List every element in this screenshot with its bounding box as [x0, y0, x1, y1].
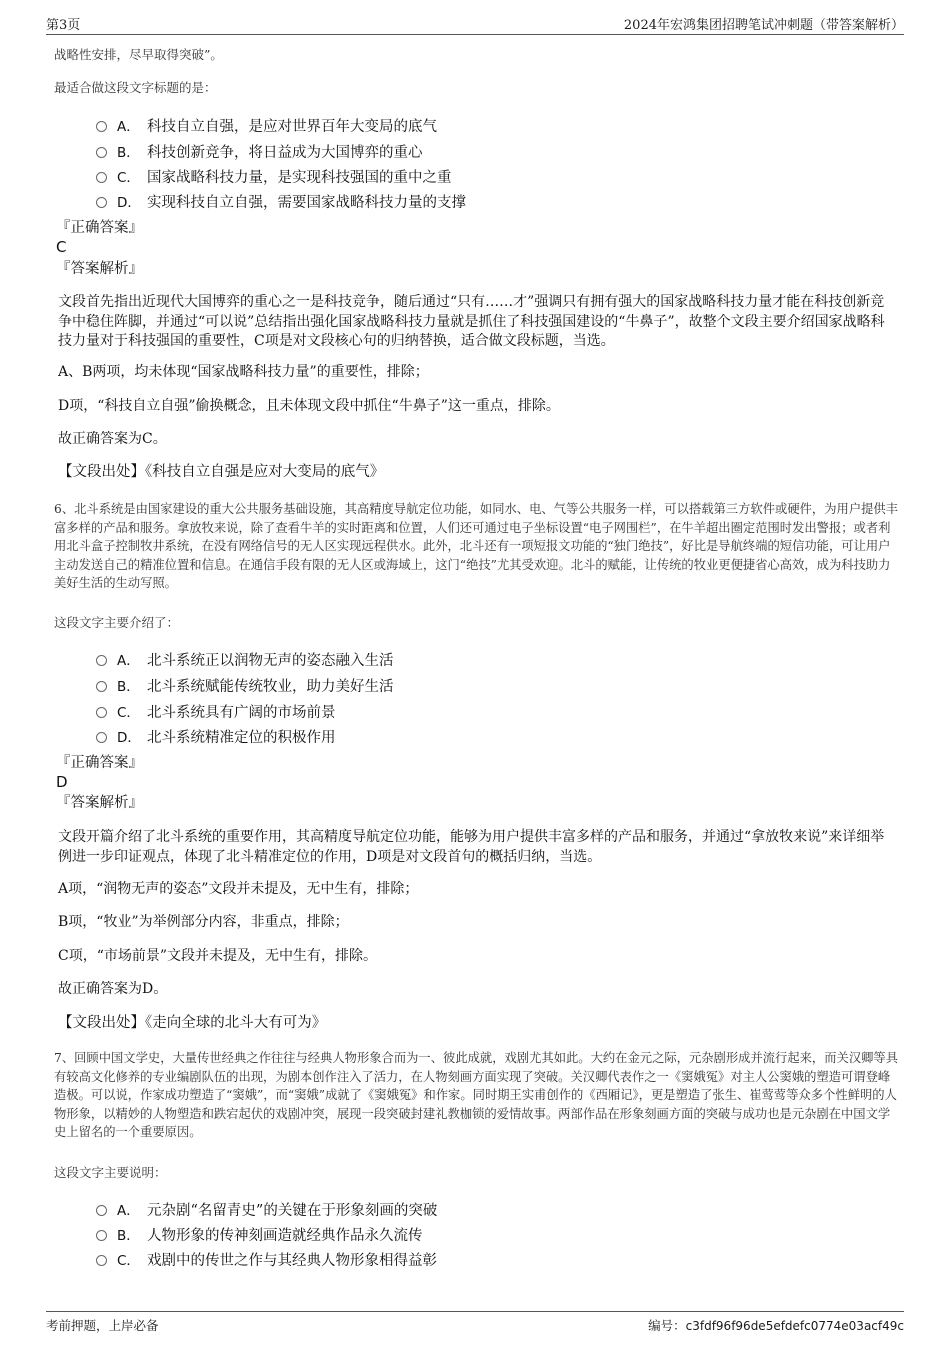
q5-analysis-label: 『答案解析』 [56, 261, 143, 277]
code-value: c3fdf96f96de5efdefc0774e03acf49c [685, 1319, 904, 1333]
radio-icon[interactable] [96, 121, 107, 132]
q6-analysis-b: B项，“牧业”为举例部分内容，非重点，排除； [58, 914, 349, 930]
q6-analysis-answer: 故正确答案为D。 [58, 981, 168, 997]
q6-prompt: 这段文字主要介绍了： [54, 615, 180, 630]
radio-icon[interactable] [96, 655, 107, 666]
radio-icon[interactable] [96, 681, 107, 692]
q5-option-d[interactable]: D． 实现科技自立自强，需要国家战略科技力量的支撑 [96, 191, 466, 212]
q6-stem: 6、北斗系统是由国家建设的重大公共服务基础设施，其高精度导航定位功能，如同水、电、气等公共服务一样，可以搭载第三方软件或硬件，为用户提供丰富多样的产品和服务。拿放牧来说，除了查看牛羊的实时距离和位置，人们还可通过电子坐标设置“电子网围栏”，在牛羊超出圈定范围时发出警报；或者利用北斗盒子控制牧井系统，在没有网络信号的无人区实现远程供水。此外，北斗还有一项短报文功能的“独门绝技”，好比是导航终端的短信功能，可让用户主动发送自己的精准位置和信息。在通信手段有限的无人区或海域上，这门“绝技”尤其受欢迎。北斗的赋能，让传统的牧业更便捷省心高效，成为科技助力美好生活的生动写照。 [54, 502, 899, 590]
q5-analysis-main: 文段首先指出近现代大国博弈的重心之一是科技竞争，随后通过“只有……才”强调只有拥有强大的国家战略科技力量才能在科技创新竞争中稳住阵脚，并通过“可以说”总结指出强化国家战略科技力量就是抓住了科技强国建设的“牛鼻子”，故整个文段主要介绍国家战略科技力量对于科技强国的重要性，C项是对文段核心句的归纳替换，适合做文段标题，当选。 [58, 294, 885, 349]
q5-analysis-ab: A、B两项，均未体现“国家战略科技力量”的重要性，排除； [58, 364, 429, 380]
q5-prompt: 最适合做这段文字标题的是： [54, 80, 217, 95]
q6-option-b[interactable]: B． 北斗系统赋能传统牧业，助力美好生活 [96, 675, 394, 696]
document-title: 2024年宏鸿集团招聘笔试冲刺题（带答案解析） [623, 18, 904, 33]
q5-analysis-d: D项，“科技自立自强”偷换概念，且未体现文段中抓住“牛鼻子”这一重点，排除。 [58, 398, 560, 414]
q6-analysis-c: C项，“市场前景”文段并未提及，无中生有，排除。 [58, 948, 378, 964]
q5-answer-label: 『正确答案』 [56, 220, 143, 236]
page-header [46, 14, 904, 35]
radio-icon[interactable] [96, 732, 107, 743]
page-footer [46, 1311, 904, 1337]
q6-answer: D [56, 773, 68, 791]
q6-answer-label: 『正确答案』 [56, 755, 143, 771]
q6-analysis-label: 『答案解析』 [56, 795, 143, 811]
page-number: 第3页 [46, 18, 81, 33]
q5-analysis-answer: 故正确答案为C。 [58, 431, 167, 447]
q6-analysis-main: 文段开篇介绍了北斗系统的重要作用，其高精度导航定位功能，能够为用户提供丰富多样的产品和服务，并通过“拿放牧来说”来详细举例进一步印证观点，体现了北斗精准定位的作用，D项是对文段首句的概括归纳，当选。 [58, 829, 885, 865]
code-label: 编号： [648, 1318, 686, 1333]
q7-option-c[interactable]: C． 戏剧中的传世之作与其经典人物形象相得益彰 [96, 1249, 437, 1270]
q7-option-b[interactable]: B． 人物形象的传神刻画造就经典作品永久流传 [96, 1224, 423, 1245]
radio-icon[interactable] [96, 172, 107, 183]
q5-option-c[interactable]: C． 国家战略科技力量，是实现科技强国的重中之重 [96, 166, 452, 187]
q5-option-b[interactable]: B． 科技创新竞争，将日益成为大国博弈的重心 [96, 141, 423, 162]
q6-option-a[interactable]: A． 北斗系统正以润物无声的姿态融入生活 [96, 649, 394, 670]
q6-analysis-a: A项，“润物无声的姿态”文段并未提及，无中生有，排除； [58, 881, 419, 897]
radio-icon[interactable] [96, 1205, 107, 1216]
q5-answer: C [56, 238, 67, 256]
radio-icon[interactable] [96, 197, 107, 208]
q7-stem: 7、回顾中国文学史，大量传世经典之作往往与经典人物形象合而为一、彼此成就，戏剧尤其如此。大约在金元之际，元杂剧形成并流行起来，而关汉卿等具有较高文化修养的专业编剧队伍的出现，为剧本创作注入了活力，在人物刻画方面实现了突破。关汉卿代表作之一《窦娥冤》对主人公窦娥的塑造可谓登峰造极。可以说，作家成功塑造了“窦娥”，而“窦娥”成就了《窦娥冤》和作家。同时期王实甫创作的《西厢记》，更是塑造了张生、崔莺莺等众多个性鲜明的人物形象，以精妙的人物塑造和跌宕起伏的戏剧冲突，展现一段突破封建礼教枷锁的爱情故事。两部作品在形象刻画方面的突破与成功也是元杂剧在中国文学史上留名的一个重要原因。 [54, 1051, 899, 1139]
radio-icon[interactable] [96, 147, 107, 158]
q7-prompt: 这段文字主要说明： [54, 1165, 167, 1180]
document-code [648, 1316, 904, 1334]
q6-option-d[interactable]: D． 北斗系统精准定位的积极作用 [96, 726, 336, 747]
q7-option-a[interactable]: A． 元杂剧“名留青史”的关键在于形象刻画的突破 [96, 1199, 437, 1220]
footer-slogan: 考前押题，上岸必备 [46, 1318, 159, 1333]
q6-source: 【文段出处】《走向全球的北斗大有可为》 [58, 1015, 327, 1031]
radio-icon[interactable] [96, 707, 107, 718]
q5-option-a[interactable]: A． 科技自立自强，是应对世界百年大变局的底气 [96, 115, 437, 136]
q5-source: 【文段出处】《科技自立自强是应对大变局的底气》 [58, 464, 385, 480]
q5-stem-tail: 战略性安排，尽早取得突破”。 [54, 47, 223, 62]
q6-option-c[interactable]: C． 北斗系统具有广阔的市场前景 [96, 701, 336, 722]
radio-icon[interactable] [96, 1230, 107, 1241]
radio-icon[interactable] [96, 1255, 107, 1266]
